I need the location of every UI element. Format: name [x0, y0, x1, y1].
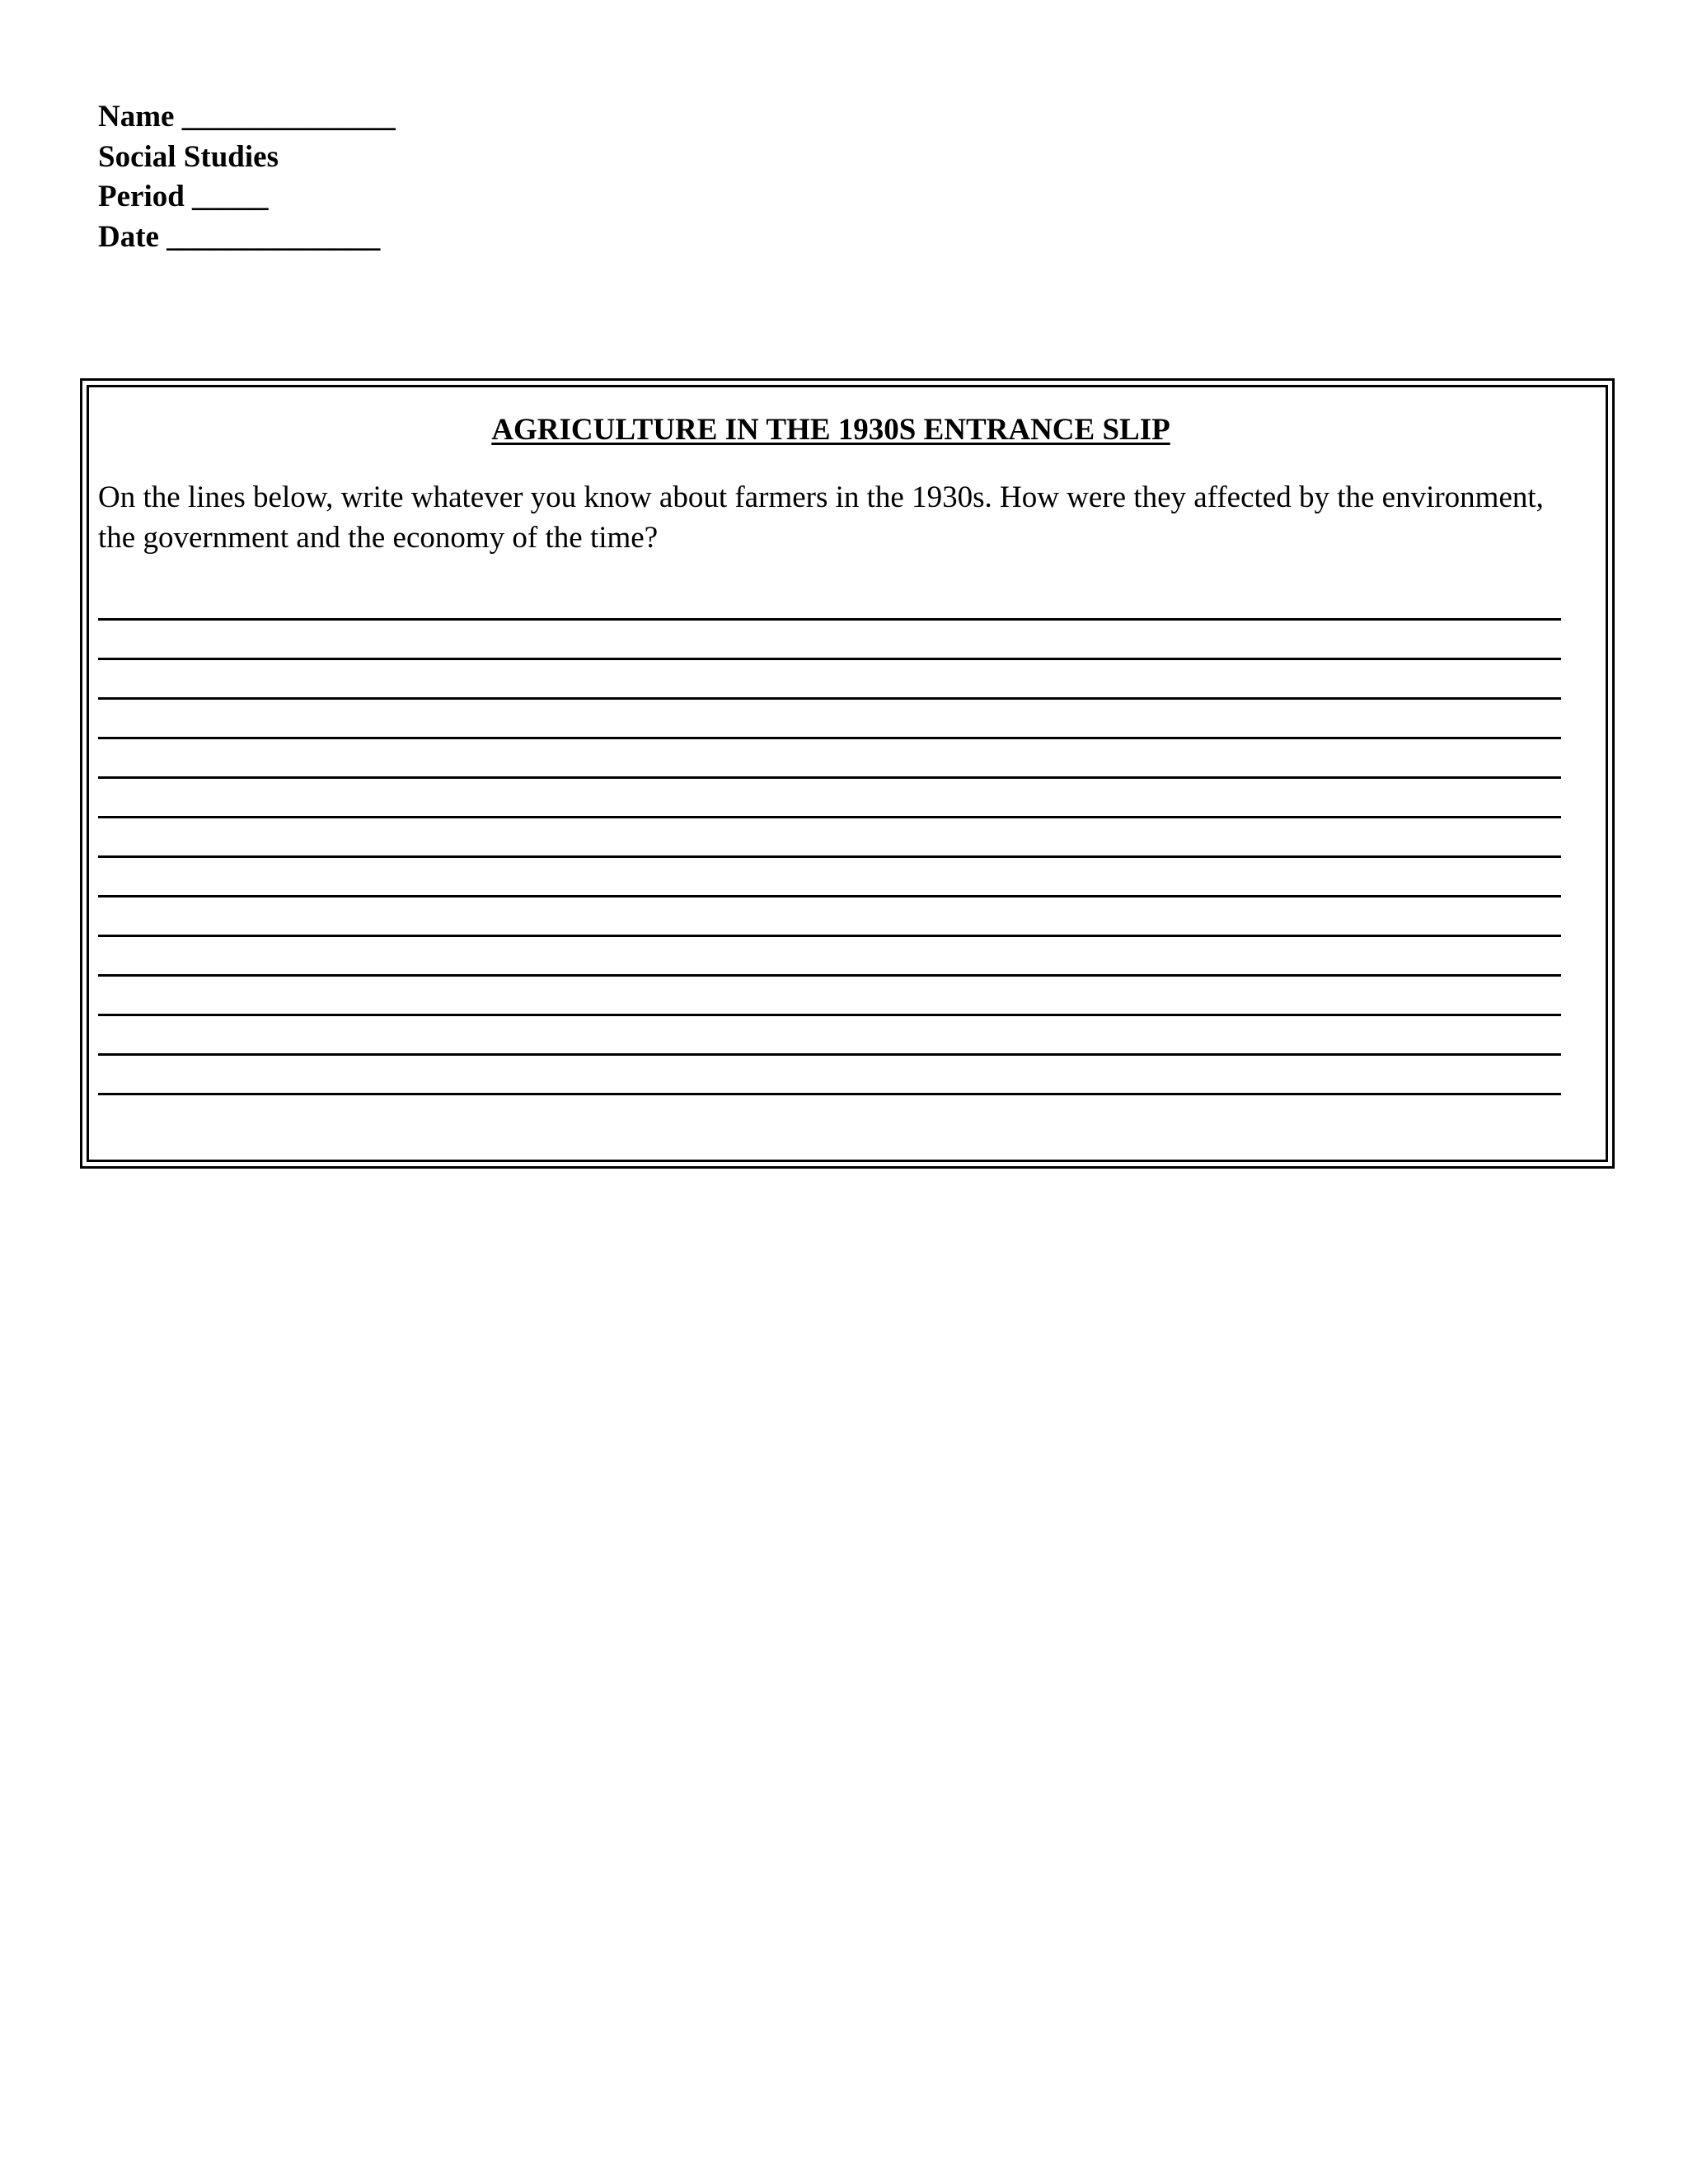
period-field[interactable]: Period _____	[98, 180, 269, 213]
answer-line[interactable]	[98, 658, 1561, 660]
prompt-line-1: On the lines below, write whatever you know about farmers in the 1930s. How were they affected by the environment,	[98, 480, 1544, 514]
answer-line[interactable]	[98, 697, 1561, 700]
slip-title: AGRICULTURE IN THE 1930S ENTRANCE SLIP	[491, 413, 1170, 447]
answer-line[interactable]	[98, 618, 1561, 621]
student-info-header	[98, 97, 396, 257]
name-field[interactable]: Name ______________	[98, 100, 396, 134]
slip-prompt	[98, 477, 1582, 558]
answer-line[interactable]	[98, 737, 1561, 739]
answer-line[interactable]	[98, 974, 1561, 977]
prompt-line-2: the government and the economy of the time?	[98, 521, 659, 555]
answer-line[interactable]	[98, 935, 1561, 937]
answer-line[interactable]	[98, 1014, 1561, 1016]
answer-line[interactable]	[98, 776, 1561, 779]
answer-line[interactable]	[98, 1093, 1561, 1095]
answer-line[interactable]	[98, 895, 1561, 898]
subject-label: Social Studies	[98, 139, 279, 174]
date-field[interactable]: Date ______________	[98, 219, 381, 254]
answer-line[interactable]	[98, 816, 1561, 818]
answer-line[interactable]	[98, 855, 1561, 858]
answer-line[interactable]	[98, 1053, 1561, 1056]
